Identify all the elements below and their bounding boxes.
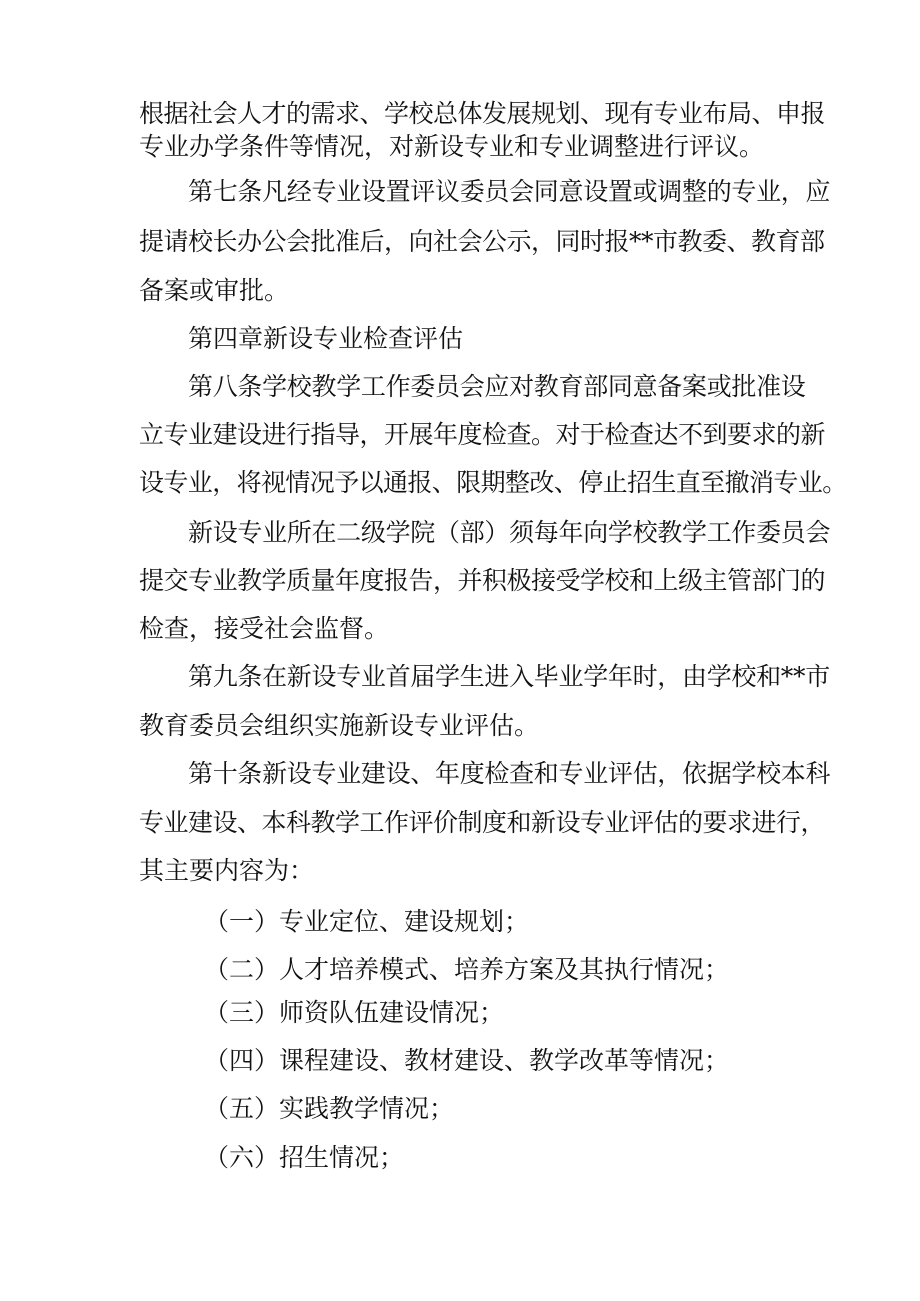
list-item: （五）实践教学情况； [204, 1094, 455, 1123]
text-line: 专业建设、本科教学工作评价制度和新设专业评估的要求进行， [139, 808, 826, 837]
text-line: 立专业建设进行指导，开展年度检查。对于检查达不到要求的新 [139, 420, 826, 449]
list-item: （六）招生情况； [204, 1143, 405, 1172]
text-line: 根据社会人才的需求、学校总体发展规划、现有专业布局、申报 [139, 99, 826, 128]
text-line: 第九条在新设专业首届学生进入毕业学年时，由学校和**市 [188, 662, 830, 691]
text-line: 设专业，将视情况予以通报、限期整改、停止招生直至撤消专业。 [139, 468, 847, 497]
list-item: （三）师资队伍建设情况； [204, 998, 505, 1027]
text-line: 检查，接受社会监督。 [139, 614, 390, 643]
text-line: 第七条凡经专业设置评议委员会同意设置或调整的专业，应 [188, 177, 831, 206]
text-line: 教育委员会组织实施新设专业评估。 [139, 711, 540, 740]
list-item: （一）专业定位、建设规划； [204, 907, 530, 936]
list-item: （二）人才培养模式、培养方案及其执行情况； [204, 955, 730, 984]
text-line: 第十条新设专业建设、年度检查和专业评估，依据学校本科 [188, 759, 831, 788]
text-line: 第八条学校教学工作委员会应对教育部同意备案或批准设 [188, 372, 806, 401]
section-heading: 第四章新设专业检查评估 [188, 324, 464, 353]
text-line: 新设专业所在二级学院（部）须每年向学校教学工作委员会 [188, 518, 831, 547]
text-line: 其主要内容为： [139, 856, 315, 885]
list-item: （四）课程建设、教材建设、教学改革等情况； [204, 1046, 730, 1075]
text-line: 专业办学条件等情况，对新设专业和专业调整进行评议。 [139, 132, 765, 161]
text-line: 提交专业教学质量年度报告，并积极接受学校和上级主管部门的 [139, 566, 826, 595]
text-line: 提请校长办公会批准后，向社会公示，同时报**市教委、教育部 [139, 227, 825, 256]
text-line: 备案或审批。 [139, 276, 290, 305]
